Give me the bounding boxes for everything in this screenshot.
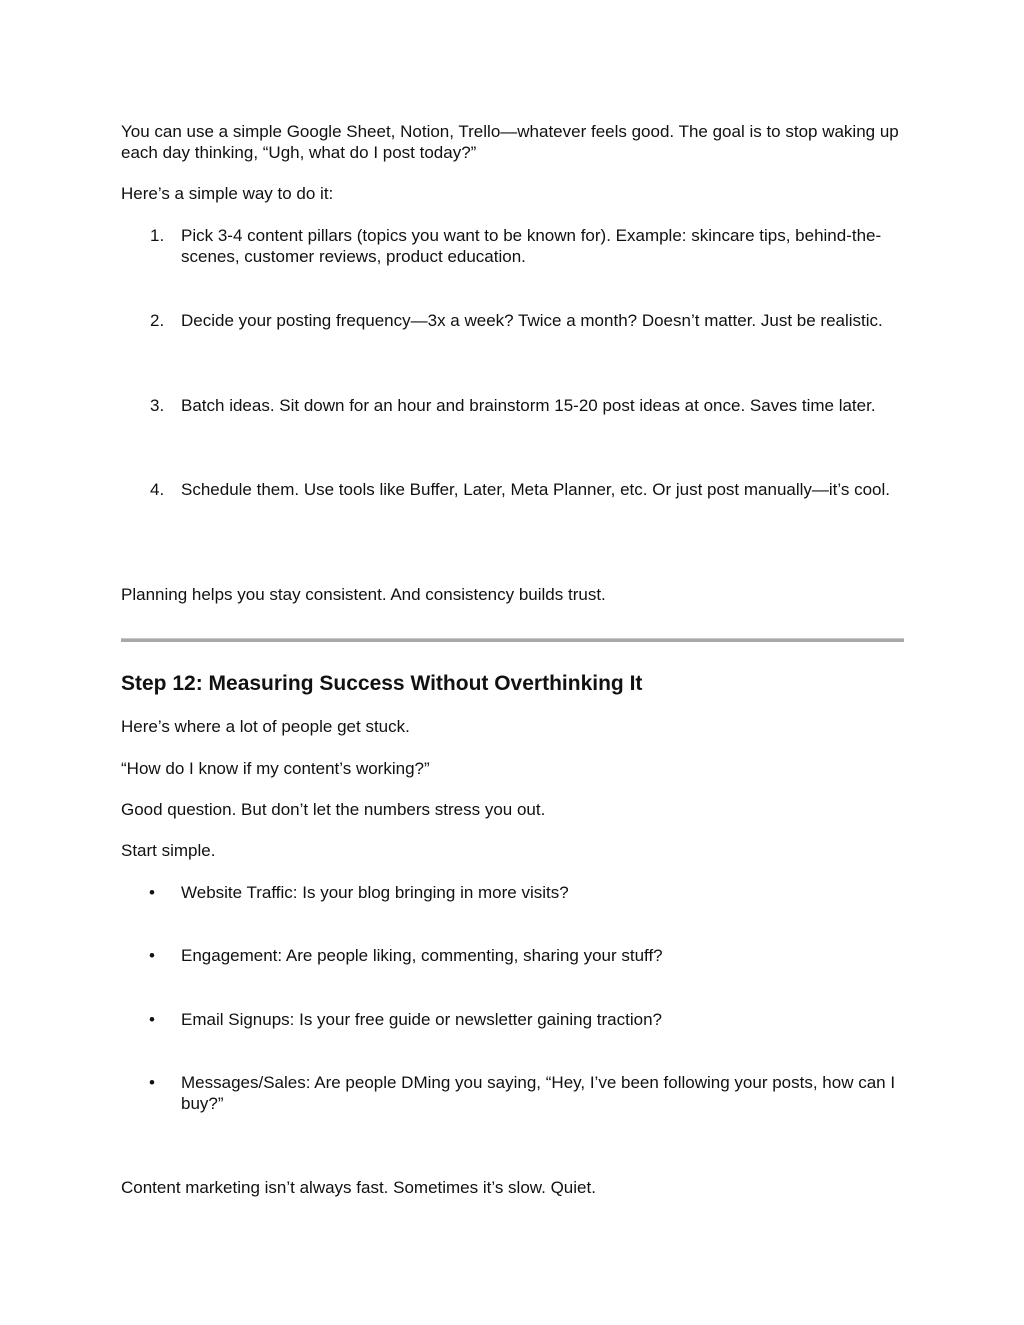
- list-item: Email Signups: Is your free guide or newsletter gaining traction?: [181, 1010, 662, 1029]
- paragraph: Here’s where a lot of people get stuck.: [121, 717, 410, 736]
- bullet-marker: •: [149, 883, 155, 902]
- paragraph: Good question. But don’t let the numbers stress you out.: [121, 800, 546, 819]
- list-item: Batch ideas. Sit down for an hour and brainstorm 15-20 post ideas at once. Saves time later.: [181, 396, 876, 415]
- list-item: Engagement: Are people liking, commenting, sharing your stuff?: [181, 946, 663, 965]
- list-number: 3.: [150, 396, 165, 415]
- list-item: Schedule them. Use tools like Buffer, Later, Meta Planner, etc. Or just post manually—it’s cool.: [181, 480, 891, 499]
- quote-paragraph: “How do I know if my content’s working?”: [121, 759, 430, 778]
- bullet-marker: •: [149, 1010, 155, 1029]
- section-divider: [121, 638, 904, 642]
- closing-paragraph: Content marketing isn’t always fast. Sometimes it’s slow. Quiet.: [121, 1178, 596, 1197]
- bullet-marker: •: [149, 1073, 155, 1092]
- bullet-marker: •: [149, 946, 155, 965]
- list-number: 1.: [150, 226, 165, 245]
- list-item: Website Traffic: Is your blog bringing in more visits?: [181, 883, 569, 902]
- lead-paragraph: Here’s a simple way to do it:: [121, 184, 334, 203]
- list-item: Decide your posting frequency—3x a week? Twice a month? Doesn’t matter. Just be realistic.: [181, 311, 883, 330]
- closing-paragraph: Planning helps you stay consistent. And consistency builds trust.: [121, 585, 606, 604]
- section-heading: Step 12: Measuring Success Without Overthinking It: [121, 672, 643, 695]
- list-item: Pick 3-4 content pillars (topics you want to be known for). Example: skincare tips, behind-the-scenes, customer reviews, product education.: [181, 226, 882, 266]
- list-item: Messages/Sales: Are people DMing you saying, “Hey, I’ve been following your posts, how can I buy?”: [181, 1073, 896, 1113]
- intro-paragraph: You can use a simple Google Sheet, Notion, Trello—whatever feels good. The goal is to stop waking up each day thinking, “Ugh, what do I post today?”: [121, 122, 899, 162]
- paragraph: Start simple.: [121, 841, 216, 860]
- list-number: 2.: [150, 311, 165, 330]
- list-number: 4.: [150, 480, 165, 499]
